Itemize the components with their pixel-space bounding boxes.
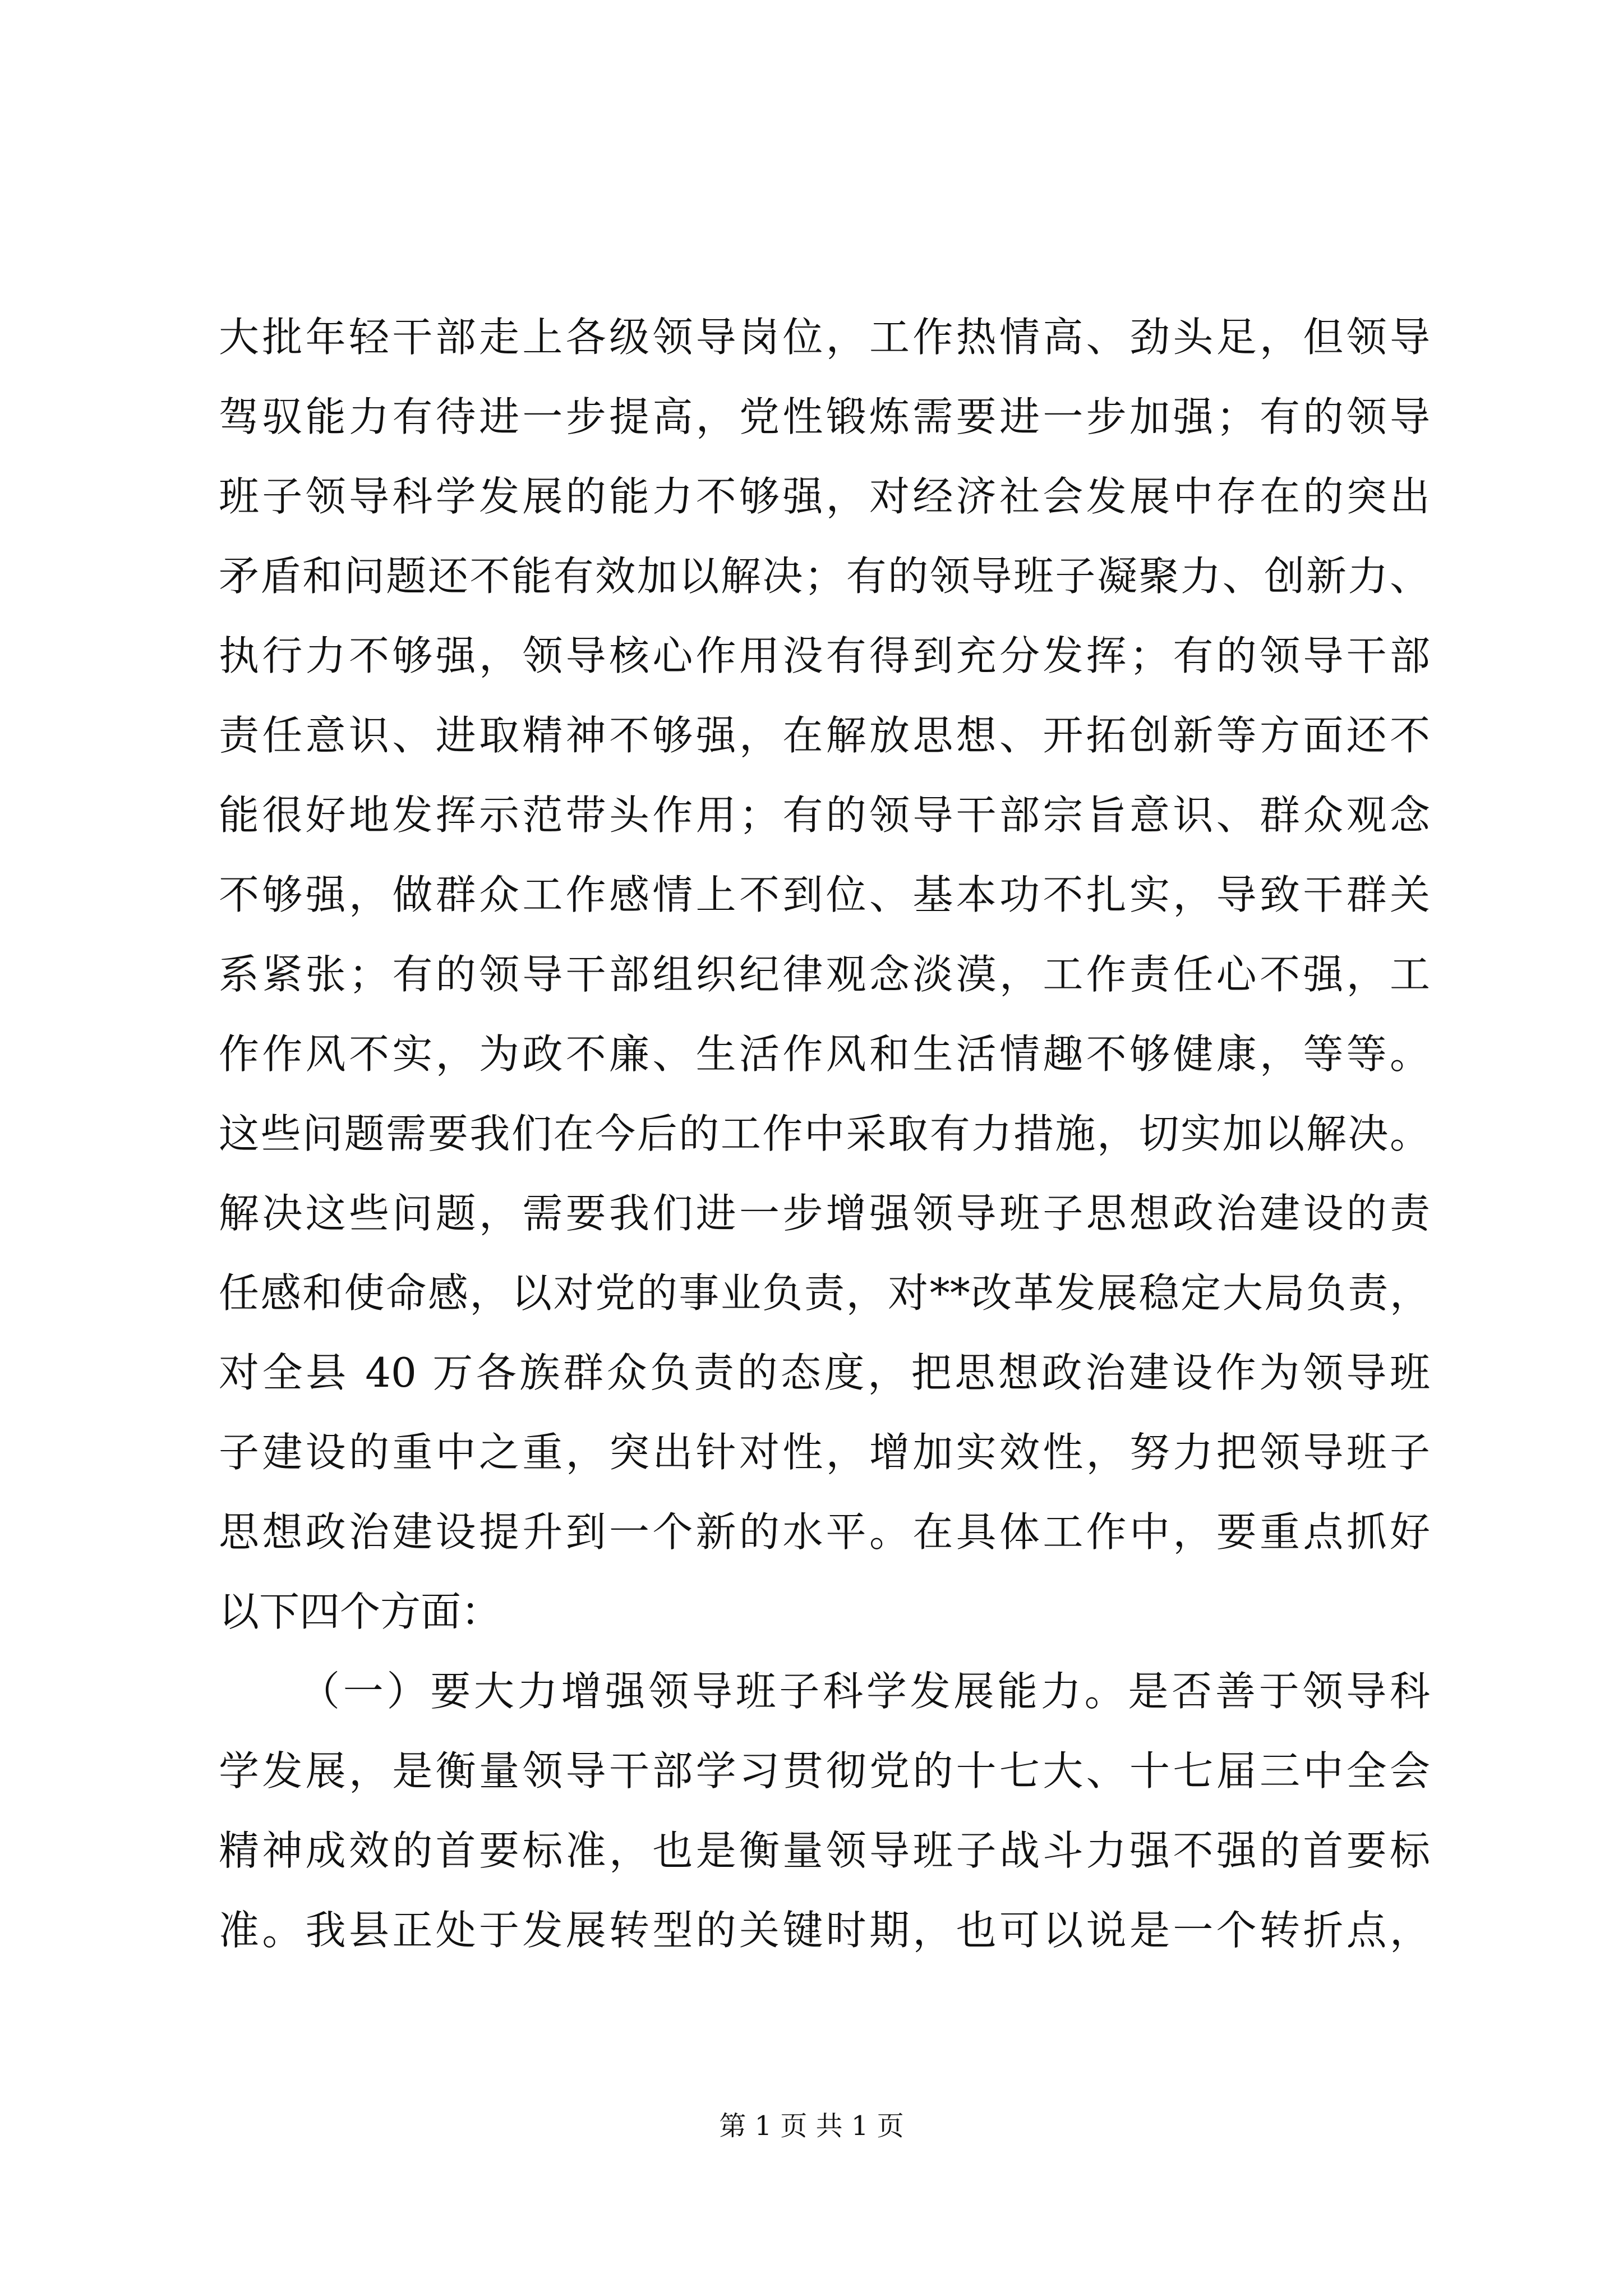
text-line: 不够强，做群众工作感情上不到位、基本功不扎实，导致干群关 (219, 871, 1430, 918)
text-line: 子建设的重中之重，突出针对性，增加实效性，努力把领导班子 (219, 1429, 1430, 1476)
text-line: 思想政治建设提升到一个新的水平。在具体工作中，要重点抓好 (219, 1508, 1430, 1556)
page-number: 第 1 页 共 1 页 (719, 2110, 904, 2142)
body-text (219, 297, 1430, 1970)
text-line: 以下四个方面： (219, 1588, 502, 1635)
page-footer (0, 2109, 1623, 2143)
text-line: 这些问题需要我们在今后的工作中采取有力措施，切实加以解决。 (219, 1110, 1430, 1157)
text-line: 执行力不够强，领导核心作用没有得到充分发挥；有的领导干部 (219, 632, 1430, 679)
text-line: 班子领导科学发展的能力不够强，对经济社会发展中存在的突出 (219, 473, 1430, 520)
text-line: 学发展，是衡量领导干部学习贯彻党的十七大、十七届三中全会 (219, 1747, 1430, 1795)
text-line: 精神成效的首要标准，也是衡量领导班子战斗力强不强的首要标 (219, 1827, 1430, 1874)
text-line: 驾驭能力有待进一步提高，党性锻炼需要进一步加强；有的领导 (219, 393, 1430, 440)
text-line: 大批年轻干部走上各级领导岗位，工作热情高、劲头足，但领导 (219, 314, 1430, 361)
text-line: 责任意识、进取精神不够强，在解放思想、开拓创新等方面还不 (219, 712, 1430, 759)
section-heading-line: （一）要大力增强领导班子科学发展能力。是否善于领导科 (299, 1668, 1430, 1715)
text-line: 系紧张；有的领导干部组织纪律观念淡漠，工作责任心不强，工 (219, 951, 1430, 998)
text-line: 能很好地发挥示范带头作用；有的领导干部宗旨意识、群众观念 (219, 792, 1430, 839)
text-line: 任感和使命感，以对党的事业负责，对**改革发展稳定大局负责， (219, 1269, 1430, 1317)
text-line: 矛盾和问题还不能有效加以解决；有的领导班子凝聚力、创新力、 (219, 553, 1430, 600)
text-line: 解决这些问题，需要我们进一步增强领导班子思想政治建设的责 (219, 1190, 1430, 1237)
text-line: 作作风不实，为政不廉、生活作风和生活情趣不够健康，等等。 (219, 1030, 1430, 1078)
text-line: 对全县 40 万各族群众负责的态度，把思想政治建设作为领导班 (219, 1349, 1430, 1396)
text-line: 准。我县正处于发展转型的关键时期，也可以说是一个转折点， (219, 1907, 1430, 1954)
